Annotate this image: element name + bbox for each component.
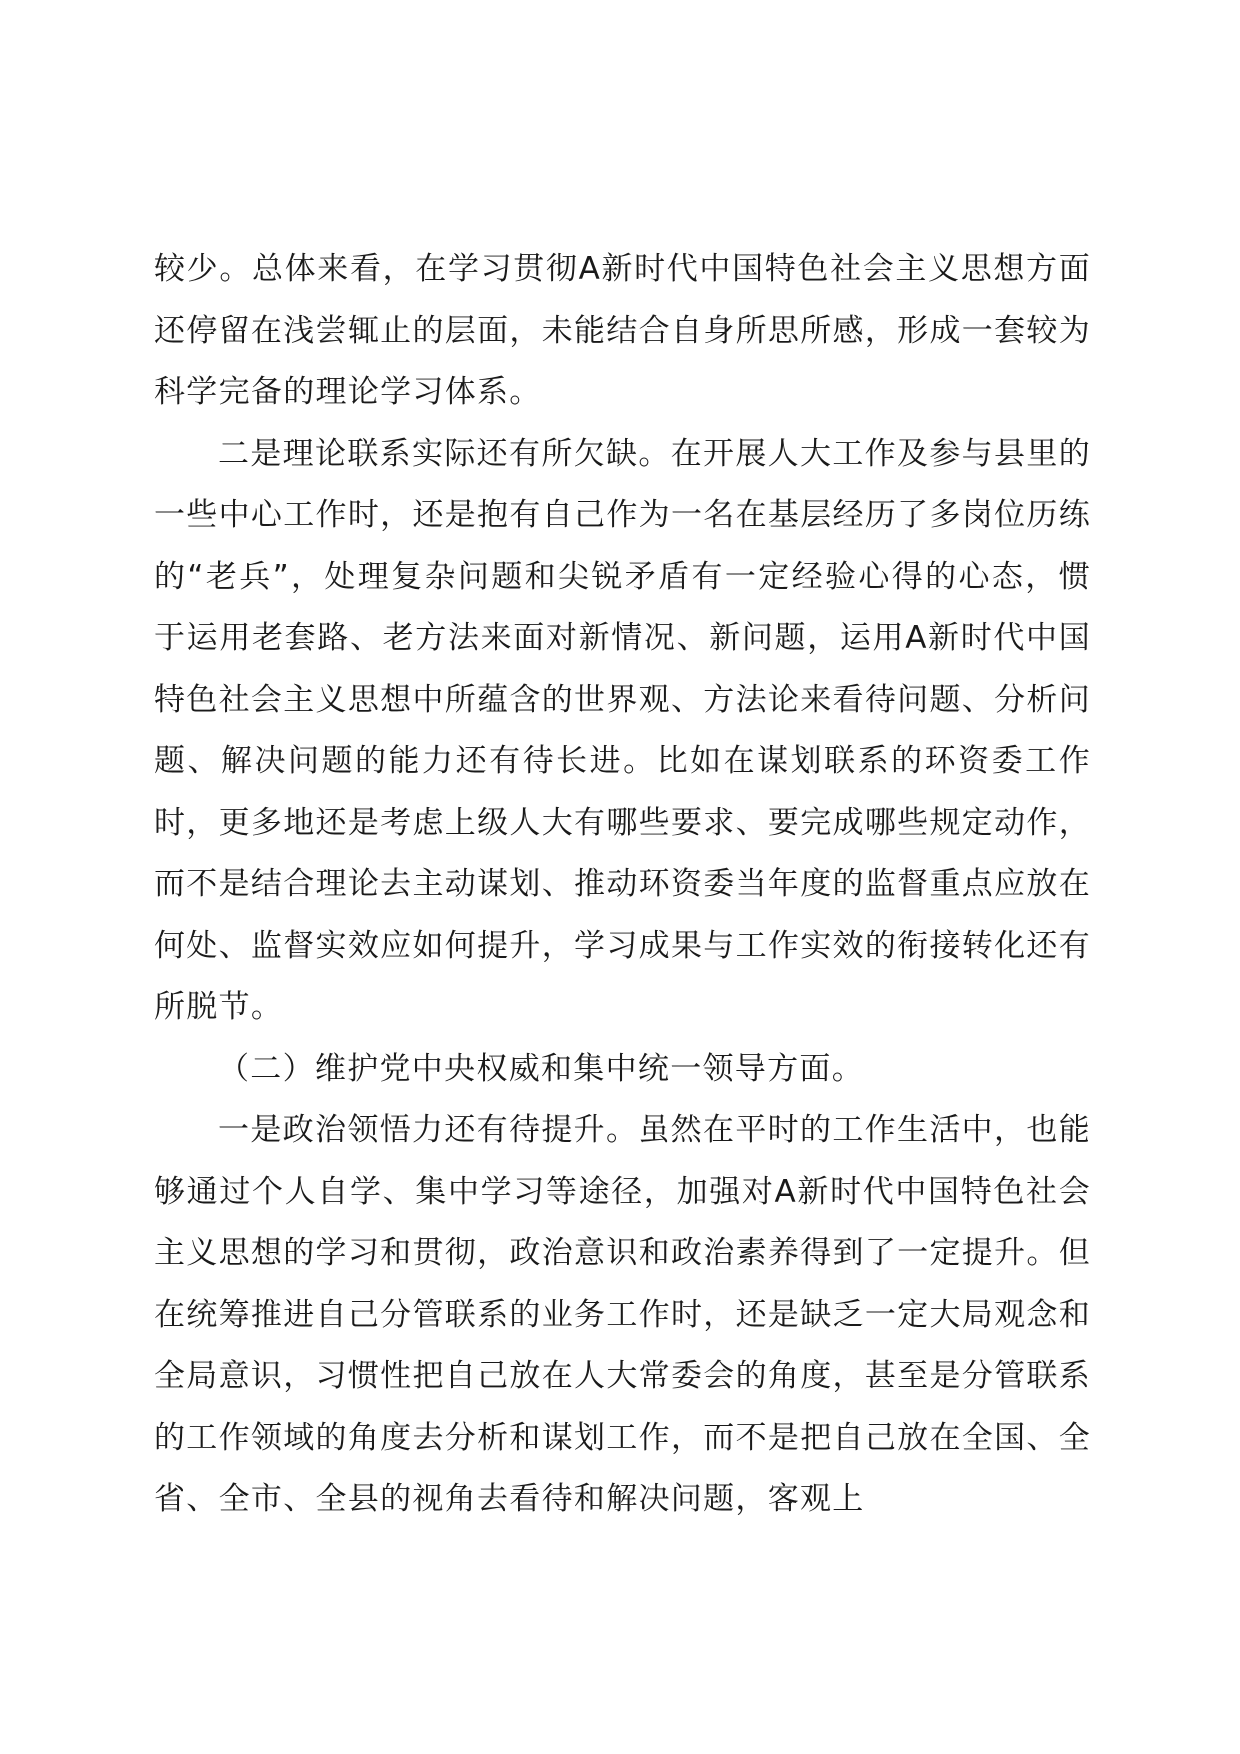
section-heading: （二）维护党中央权威和集中统一领导方面。 <box>218 1050 864 1087</box>
paragraph-theory-practice: 二是理论联系实际还有所欠缺。在开展人大工作及参与县里的一些中心工作时，还是抱有自己作为一名在基层经历了多岗位历练的“老兵”，处理复杂问题和尖锐矛盾有一定经验心得的心态，惯于运用老套路、老方法来面对新情况、新问题，运用A新时代中国特色社会主义思想中所蕴含的世界观、方法论来看待问题、分析问题、解决问题的能力还有待长进。比如在谋划联系的环资委工作时，更多地还是考虑上级人大有哪些要求、要完成哪些规定动作，而不是结合理论去主动谋划、推动环资委当年度的监督重点应放在何处、监督实效应如何提升，学习成果与工作实效的衔接转化还有所脱节。 <box>154 435 1091 1025</box>
document-body <box>154 239 1091 1531</box>
paragraph-political-awareness: 一是政治领悟力还有待提升。虽然在平时的工作生活中，也能够通过个人自学、集中学习等途径，加强对A新时代中国特色社会主义思想的学习和贯彻，政治意识和政治素养得到了一定提升。但在统筹推进自己分管联系的业务工作时，还是缺乏一定大局观念和全局意识，习惯性把自己放在人大常委会的角度，甚至是分管联系的工作领域的角度去分析和谋划工作，而不是把自己放在全国、全省、全市、全县的视角去看待和解决问题，客观上 <box>154 1112 1091 1517</box>
paragraph-continuation: 较少。总体来看，在学习贯彻A新时代中国特色社会主义思想方面还停留在浅尝辄止的层面，未能结合自身所思所感，形成一套较为科学完备的理论学习体系。 <box>154 251 1091 410</box>
